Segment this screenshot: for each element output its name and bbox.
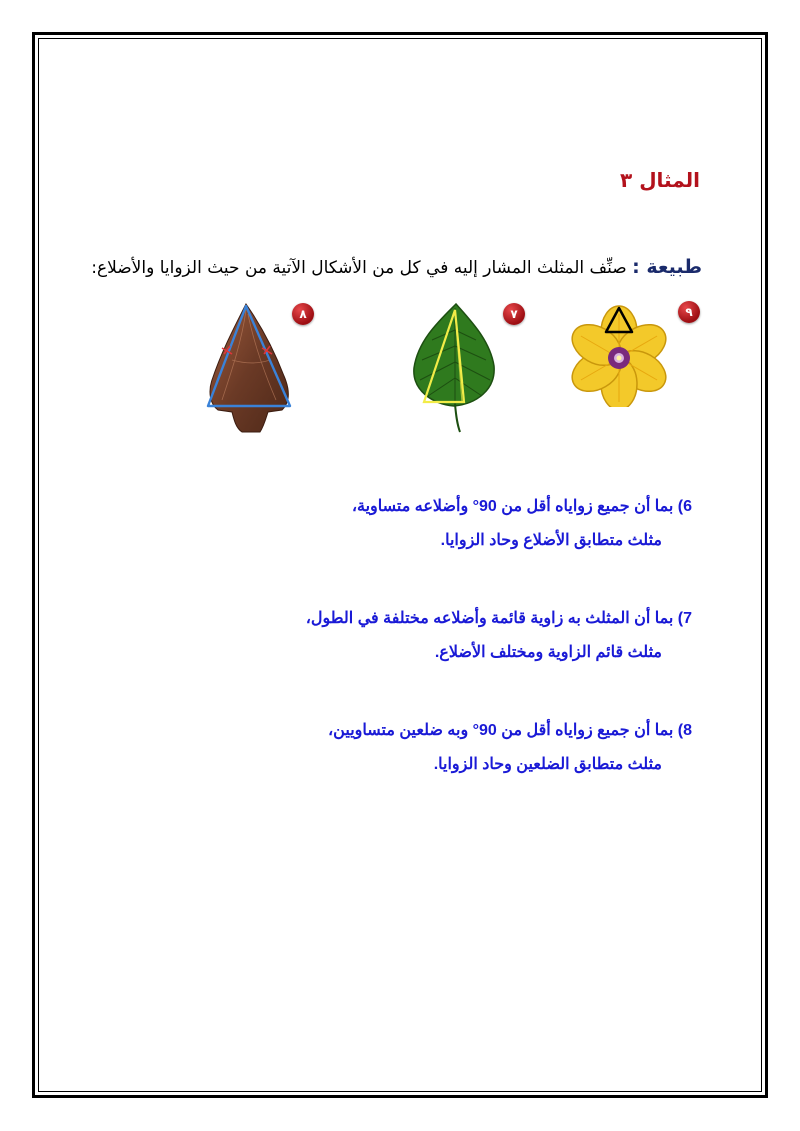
prompt-text: صنِّف المثلث المشار إليه في كل من الأشكال الآتية من حيث الزوايا والأضلاع: [91,258,627,278]
figure-badge-8: ٨ [292,303,314,325]
prompt-keyword: طبيعة : [632,256,702,278]
figure-badge-7: ٧ [503,303,525,325]
answer-8-text: بما أن جميع زواياه أقل من 90° وبه ضلعين متساويين، [328,722,674,739]
answer-7 [172,602,692,670]
figure-badge-9: ٩ [678,301,700,323]
answer-7-text: بما أن المثلث به زاوية قائمة وأضلاعه مختلفة في الطول، [305,610,674,627]
answer-6-line2: مثلث متطابق الأضلاع وحاد الزوايا. [440,532,662,549]
example-title: المثال ٣ [620,168,700,192]
answer-7-number: 7) [677,610,692,627]
answer-6 [172,490,692,558]
answer-8 [172,714,692,782]
answer-6-number: 6) [677,498,692,515]
leaf-figure [410,300,500,435]
exercise-prompt [62,256,702,278]
answer-8-line2: مثلث متطابق الضلعين وحاد الزوايا. [433,756,662,773]
answer-8-number: 8) [677,722,692,739]
arrowhead-figure [202,300,297,435]
answer-7-line2: مثلث قائم الزاوية ومختلف الأضلاع. [434,644,662,661]
answer-7-line1 [172,602,692,636]
answer-8-line1 [172,714,692,748]
answer-6-text: بما أن جميع زواياه أقل من 90° وأضلاعه متساوية، [351,498,674,515]
answers-list [172,490,692,826]
flower-figure [564,302,674,407]
answer-6-line1 [172,490,692,524]
